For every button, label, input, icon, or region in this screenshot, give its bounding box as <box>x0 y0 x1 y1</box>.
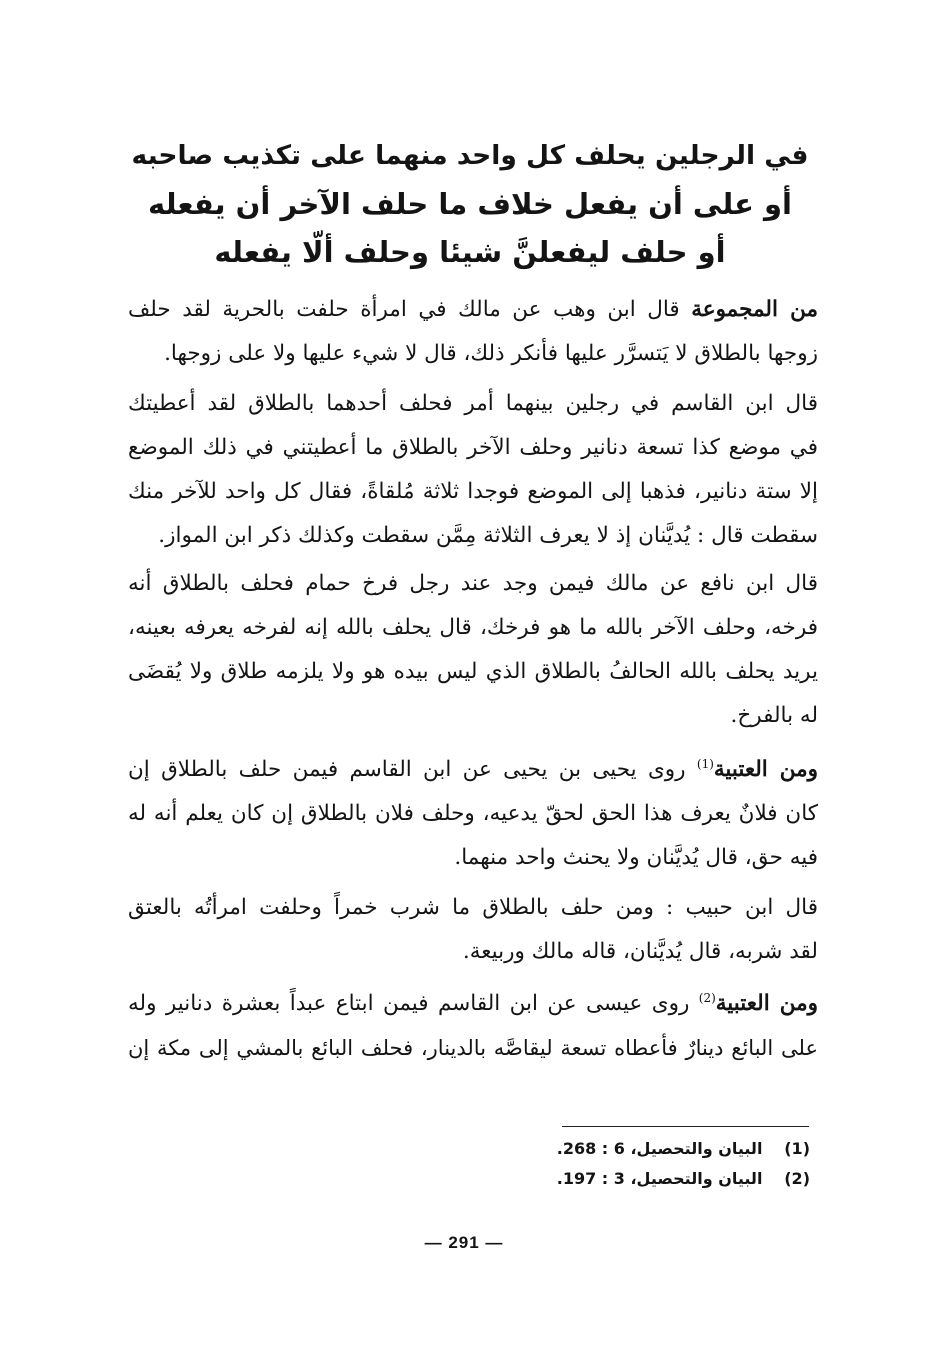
paragraph-line: لقد شربه، قال يُديَّنان، قاله مالك وربيعة. <box>462 939 818 964</box>
paragraph-2 <box>128 382 818 558</box>
paragraph-line: فرخه، وحلف الآخر بالله ما هو فرخك، قال يحلف بالله إنه لفرخه يعرفه بعينه، <box>128 615 818 640</box>
title-line-3: أو حلف ليفعلنَّ شيئا وحلف ألّا يفعله <box>214 235 726 269</box>
chapter-title <box>130 132 810 276</box>
paragraph-line: ومن العتبية$^{(2)}$ روى عيسى عن ابن القاسم فيمن ابتاع عبداً بعشرة دنانير وله <box>128 990 818 1016</box>
paragraph-line: كان فلانٌ يعرف هذا الحق لحقّ يدعيه، وحلف فلان بالطلاق إن كان يعلم أنه له <box>128 801 818 826</box>
footnote-text: البيان والتحصيل، 6 : 268. <box>556 1139 763 1158</box>
paragraph-line: قال ابن حبيب : ومن حلف بالطلاق ما شرب خمراً وحلفت امرأتُه بالعتق <box>128 895 818 920</box>
footnotes <box>480 1134 810 1194</box>
paragraph-line: من المجموعة قال ابن وهب عن مالك في امرأة حلفت بالحرية لقد حلف <box>128 297 819 322</box>
source-title: ومن العتبية <box>715 991 818 1016</box>
title-line-2: أو على أن يفعل خلاف ما حلف الآخر أن يفعله <box>148 187 792 221</box>
footnote-item <box>480 1134 810 1164</box>
footnote-ref: (1) <box>696 756 714 771</box>
paragraph-line: إلا ستة دنانير، فذهبا إلى الموضع فوجدا ثلاثة مُلقاةً، فقال كل واحد للآخر منك <box>128 479 818 504</box>
footnote-divider <box>562 1126 809 1127</box>
page-number: — 291 — <box>424 1233 504 1252</box>
title-line-1: في الرجلين يحلف كل واحد منهما على تكذيب صاحبه <box>131 140 809 171</box>
footnote-number: (2) <box>784 1169 810 1188</box>
paragraph-line: قال ابن نافع عن مالك فيمن وجد عند رجل فرخ حمام فحلف بالطلاق أنه <box>128 571 818 596</box>
paragraph-line: في موضع كذا تسعة دنانير وحلف الآخر بالطلاق ما أعطيتني في ذلك الموضع <box>128 435 818 460</box>
footnote-ref: (2) <box>698 990 716 1005</box>
paragraph-line: زوجها بالطلاق لا يَتسرَّر عليها فأنكر ذلك، قال لا شيء عليها ولا على زوجها. <box>164 341 818 366</box>
source-title: من المجموعة <box>691 297 819 322</box>
paragraph-4 <box>128 748 818 880</box>
paragraph-line: قال ابن القاسم في رجلين بينهما أمر فحلف أحدهما بالطلاق لقد أعطيتك <box>128 391 818 416</box>
paragraph-line: ومن العتبية$^{(1)}$ روى يحيى بن يحيى عن ابن القاسم فيمن حلف بالطلاق إن <box>128 756 818 782</box>
paragraph-line: له بالفرخ. <box>730 703 818 728</box>
paragraph-3 <box>128 562 818 738</box>
paragraph-6 <box>128 982 818 1070</box>
paragraph-line: على البائع دينارٌ فأعطاه تسعة ليقاصَّه بالدينار، فحلف البائع بالمشي إلى مكة إن <box>128 1036 818 1060</box>
paragraph-line: فيه حق، قال يُديَّنان ولا يحنث واحد منهما. <box>454 845 818 870</box>
paragraph-line: سقطت قال : يُديَّنان إذ لا يعرف الثلاثة مِمَّن سقطت وكذلك ذكر ابن المواز. <box>158 523 818 548</box>
footnote-item <box>480 1164 810 1194</box>
source-title: ومن العتبية <box>713 757 818 782</box>
paragraph-1 <box>128 288 818 376</box>
paragraph-5 <box>128 886 818 974</box>
footnote-text: البيان والتحصيل، 3 : 197. <box>556 1169 763 1188</box>
footnote-number: (1) <box>784 1139 810 1158</box>
paragraph-line: يريد يحلف بالله الحالفُ بالطلاق الذي ليس بيده هو ولا يلزمه طلاق ولا يُقضَى <box>128 659 818 684</box>
